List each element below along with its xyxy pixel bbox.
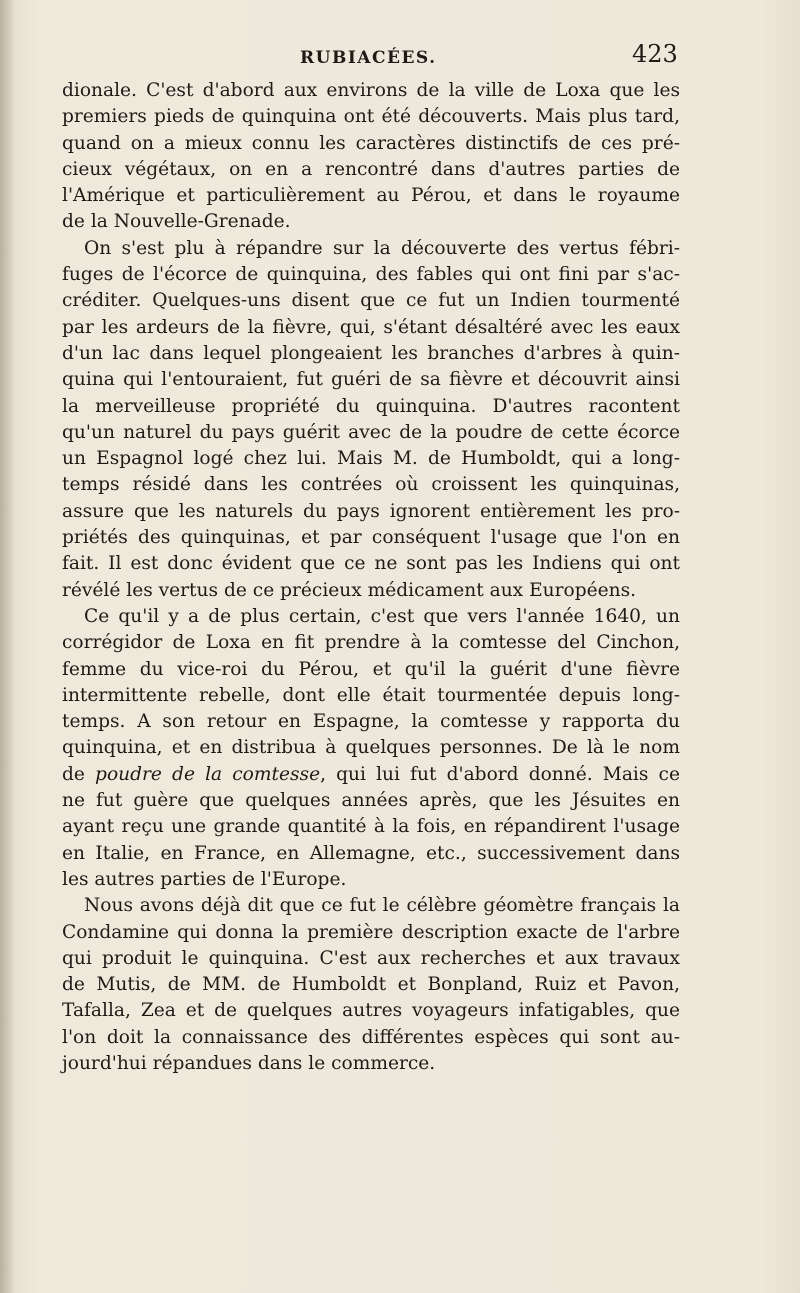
text-line: qui produit le quinquina. C'est aux recherches et aux travaux	[62, 947, 680, 969]
text-line: quand on a mieux connu les caractères distinctifs de ces pré-	[62, 132, 680, 154]
text-line: intermittente rebelle, dont elle était tourmentée depuis long-	[62, 684, 680, 706]
text-line: Condamine qui donna la première description exacte de l'arbre	[62, 921, 680, 943]
text-line: corrégidor de Loxa en fit prendre à la comtesse del Cinchon,	[62, 632, 680, 654]
text-line: fait. Il est donc évident que ce ne sont pas les Indiens qui ont	[62, 553, 680, 575]
text-line: Tafalla, Zea et de quelques autres voyageurs infatigables, que	[62, 1000, 680, 1022]
text-fragment: , qui lui fut d'abord donné. Mais ce	[320, 763, 680, 785]
page-header	[0, 40, 800, 80]
text-line: assure que les naturels du pays ignorent entièrement les pro-	[62, 500, 680, 522]
paragraph-3	[62, 604, 680, 893]
page-number: 423	[632, 40, 678, 68]
text-line: créditer. Quelques-uns disent que ce fut un Indien tourmenté	[62, 290, 680, 312]
body-text	[62, 78, 680, 1077]
text-line: jourd'hui répandues dans le commerce.	[62, 1052, 436, 1074]
text-line: dionale. C'est d'abord aux environs de la ville de Loxa que les	[62, 80, 680, 101]
text-line: ayant reçu une grande quantité à la fois, en répandirent l'usage	[62, 816, 680, 838]
binding-edge	[0, 0, 14, 1293]
text-fragment: de	[62, 763, 96, 785]
text-line: priétés des quinquinas, et par conséquent l'usage que l'on en	[62, 527, 680, 549]
text-line: un Espagnol logé chez lui. Mais M. de Humboldt, qui a long-	[62, 448, 680, 470]
text-line-italic	[62, 762, 680, 788]
text-line: temps. A son retour en Espagne, la comtesse y rapporta du	[62, 711, 680, 733]
text-line: par les ardeurs de la fièvre, qui, s'étant désaltéré avec les eaux	[62, 316, 680, 338]
text-line: la merveilleuse propriété du quinquina. D'autres racontent	[62, 395, 680, 417]
text-line: Ce qu'il y a de plus certain, c'est que vers l'année 1640, un	[84, 605, 680, 627]
text-line: en Italie, en France, en Allemagne, etc., successivement dans	[62, 842, 680, 864]
paragraph-1	[62, 78, 680, 236]
text-line: de la Nouvelle-Grenade.	[62, 211, 291, 233]
text-line: qu'un naturel du pays guérit avec de la poudre de cette écorce	[62, 421, 680, 443]
italic-phrase: poudre de la comtesse	[95, 763, 321, 785]
running-title: RUBIACÉES.	[300, 48, 437, 68]
paragraph-4	[62, 893, 680, 1077]
text-line: On s'est plu à répandre sur la découverte des vertus fébri-	[84, 237, 680, 259]
text-line: femme du vice-roi du Pérou, et qu'il la guérit d'une fièvre	[62, 658, 680, 680]
text-line: quina qui l'entouraient, fut guéri de sa fièvre et découvrit ainsi	[62, 369, 680, 391]
text-line: ne fut guère que quelques années après, que les Jésuites en	[62, 790, 680, 812]
text-line: les autres parties de l'Europe.	[62, 868, 347, 890]
text-line: fuges de l'écorce de quinquina, des fables qui ont fini par s'ac-	[62, 264, 680, 286]
text-line: Nous avons déjà dit que ce fut le célèbre géomètre français la	[84, 895, 680, 917]
text-line: de Mutis, de MM. de Humboldt et Bonpland, Ruiz et Pavon,	[62, 974, 680, 996]
text-line: cieux végétaux, on en a rencontré dans d'autres parties de	[62, 158, 680, 180]
paragraph-2	[62, 236, 680, 604]
text-line: premiers pieds de quinquina ont été découverts. Mais plus tard,	[62, 106, 680, 128]
text-line: temps résidé dans les contrées où croissent les quinquinas,	[62, 474, 680, 496]
text-line: d'un lac dans lequel plongeaient les branches d'arbres à quin-	[62, 342, 680, 364]
text-line: quinquina, et en distribua à quelques personnes. De là le nom	[62, 737, 680, 759]
text-line: révélé les vertus de ce précieux médicament aux Européens.	[62, 579, 637, 601]
text-line: l'on doit la connaissance des différentes espèces qui sont au-	[62, 1026, 680, 1048]
text-line: l'Amérique et particulièrement au Pérou, et dans le royaume	[62, 185, 680, 207]
